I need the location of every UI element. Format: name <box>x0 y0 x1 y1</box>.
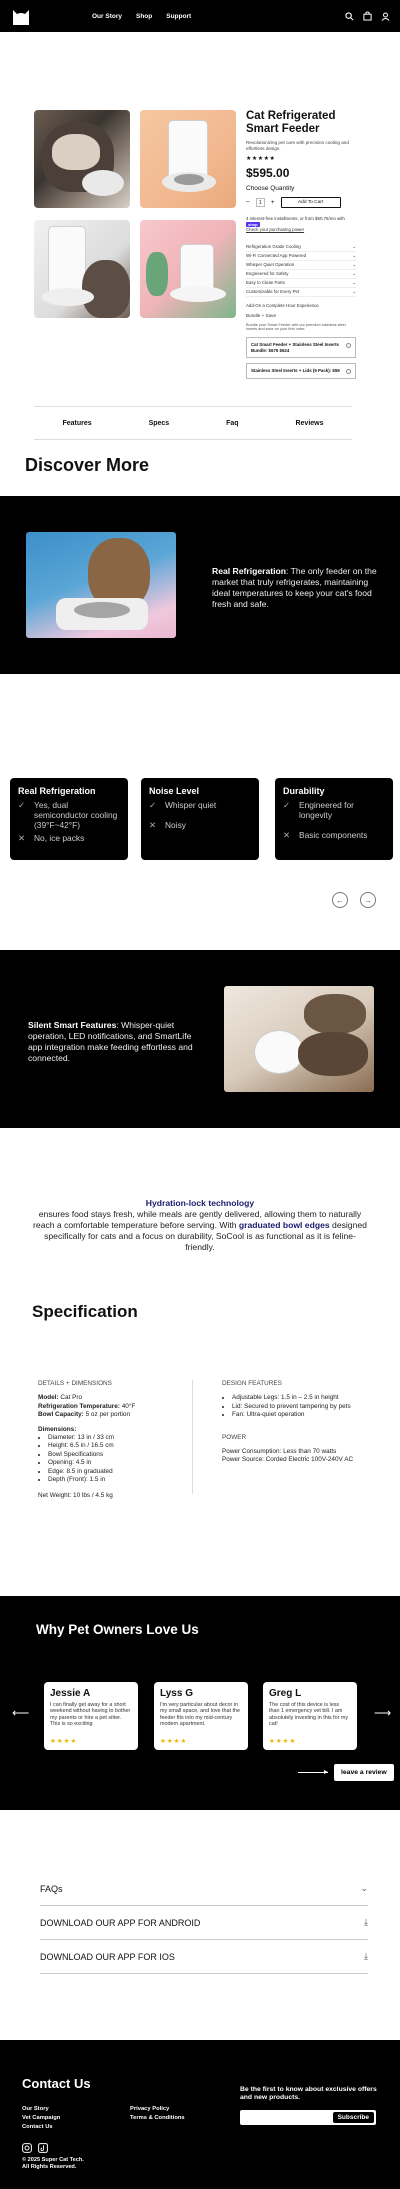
specification-heading: Specification <box>32 1302 138 1321</box>
refrigeration-title: Real Refrigeration <box>212 566 287 576</box>
spec-label: Dimensions: <box>38 1425 77 1433</box>
radio-icon[interactable] <box>346 343 351 348</box>
review-card <box>263 1682 357 1750</box>
installments-text: 4 interest-free installments, or from $50.75/mo with <box>246 216 345 221</box>
quantity-minus-button[interactable]: − <box>246 199 250 206</box>
chevron-down-icon: ⌄ <box>352 252 356 258</box>
spec-details-column <box>38 1380 188 1501</box>
review-stars: ★★★★ <box>160 1738 188 1745</box>
x-icon: ✕ <box>149 820 157 830</box>
quantity-label: Choose Quantity <box>246 185 295 192</box>
spec-model <box>38 1394 188 1402</box>
spec-divider <box>192 1380 193 1494</box>
spec-power-heading: POWER <box>222 1433 247 1441</box>
spec-dimension-item: • Diameter: 13 in / 33 cm <box>48 1434 188 1442</box>
nav-shop[interactable]: Shop <box>135 12 153 20</box>
spec-label: Refrigeration Temperature: <box>38 1402 120 1410</box>
download-icon: ⤓ <box>364 1917 368 1927</box>
copyright: © 2025 Super Cat Tech. All Rights Reserved. <box>22 2157 84 2170</box>
silent-features-description: : Whisper-quiet operation, LED notifications, and SmartLife app integration make feeding effortless and connected. <box>28 1020 193 1063</box>
spec-net-weight: Net Weight: 10 lbs / 4.5 kg <box>38 1492 113 1500</box>
spec-value: 5 oz per portion <box>85 1411 131 1419</box>
spec-dimension-item: • Bowl Specifications <box>48 1451 188 1459</box>
discover-more-heading: Discover More <box>25 455 150 475</box>
chevron-down-icon: ⌄ <box>352 261 356 267</box>
refrigeration-section <box>0 496 400 674</box>
reviewer-name: Greg L <box>269 1688 302 1699</box>
feature-accordion <box>246 243 356 297</box>
contact-heading: Contact Us <box>22 2076 91 2091</box>
product-section <box>0 32 400 402</box>
refrigeration-description: : The only feeder on the market that truly refrigerates, maintaining ideal temperatures to keep your cat's food fresh and safe. <box>212 566 377 609</box>
bundle-option-1[interactable] <box>246 337 356 358</box>
tab-specs[interactable]: Specs <box>148 419 170 427</box>
x-icon: ✕ <box>18 833 26 843</box>
download-ios-label: DOWNLOAD OUR APP FOR IOS <box>40 1951 175 1962</box>
download-android-row[interactable] <box>40 1906 368 1940</box>
check-eligibility-link[interactable]: Check your purchasing power <box>246 227 305 232</box>
card-title: Noise Level <box>149 786 200 796</box>
spec-dimension-list <box>38 1434 188 1484</box>
user-icon[interactable] <box>381 12 390 21</box>
chevron-down-icon: ⌄ <box>352 270 356 276</box>
spec-dimension-item: • Edge: 8.5 in graduated <box>48 1468 188 1476</box>
bundle-label: Bundle + Save <box>246 312 277 318</box>
compare-card <box>10 778 128 860</box>
newsletter-text: Be the first to know about exclusive offers and new products. <box>240 2086 377 2101</box>
spec-dimension-item: • Opening: 4.5 in <box>48 1459 188 1467</box>
reviewer-name: Jessie A <box>50 1688 91 1699</box>
product-info <box>246 110 356 379</box>
reviewer-name: Lyss G <box>160 1688 193 1699</box>
feature-row[interactable] <box>246 279 356 288</box>
add-on-label: Add-On a Complete Hour Experience <box>246 302 319 308</box>
footer-link-privacy[interactable]: Privacy Policy <box>130 2106 170 2112</box>
card-item-text: No, ice packs <box>34 833 85 843</box>
feature-label: Refrigeration Grade Cooling <box>246 243 301 249</box>
rating-stars: ★★★★★ <box>246 156 276 162</box>
spec-value: 40°F <box>121 1402 136 1410</box>
bundle-option-label: Cat Smart Feeder + Stainless Steel Inserts Bundle: $675 $624 <box>251 342 339 353</box>
leave-review-row <box>298 1764 394 1781</box>
quantity-row <box>246 197 356 208</box>
silent-features-title: Silent Smart Features <box>28 1020 117 1030</box>
feature-row[interactable] <box>246 243 356 252</box>
search-icon[interactable] <box>345 12 354 21</box>
card-item-text: Noisy <box>165 820 186 830</box>
gallery-image-feeder-orange[interactable] <box>140 110 236 208</box>
card-title: Real Refrigeration <box>18 786 96 796</box>
check-icon: ✓ <box>18 800 26 810</box>
gallery-image-cat-eating[interactable] <box>34 110 130 208</box>
bundle-option-2[interactable] <box>246 363 356 379</box>
check-icon: ✓ <box>283 800 291 810</box>
long-arrow-icon <box>298 1772 328 1773</box>
x-icon: ✕ <box>283 830 291 840</box>
arrow-right-icon[interactable]: → <box>360 892 376 908</box>
review-stars: ★★★★ <box>269 1738 297 1745</box>
bundle-option-label: Stainless Steel Inserts + Lids (6 Pack): $59 <box>251 368 340 374</box>
footer-link-contact[interactable]: Contact Us <box>22 2124 53 2130</box>
spec-bowl <box>38 1411 188 1419</box>
spec-label: Model: <box>38 1394 59 1402</box>
card-item-text: Basic components <box>299 830 368 840</box>
bag-icon[interactable] <box>363 11 372 21</box>
tab-reviews[interactable]: Reviews <box>295 419 324 427</box>
feature-row[interactable] <box>246 288 356 297</box>
quantity-plus-button[interactable]: + <box>270 199 275 206</box>
feature-label: Engineered for Safety <box>246 270 289 276</box>
spec-value: Cat Pro <box>60 1394 83 1402</box>
chevron-down-icon: ⌄ <box>360 1883 368 1893</box>
spec-power-consumption: Power Consumption: Less than 70 watts <box>222 1448 337 1456</box>
hydration-text-part1: ensures food stays fresh, while meals are gently delivered, allowing them to naturally reach a comfortable temperature before serving. With <box>33 1209 362 1230</box>
spec-design-item: • Adjustable Legs: 1.5 in – 2.5 in height <box>232 1394 372 1402</box>
download-android-label: DOWNLOAD OUR APP FOR ANDROID <box>40 1917 201 1928</box>
card-item <box>283 830 385 840</box>
top-navbar <box>0 0 400 32</box>
hydration-text <box>30 1198 370 1253</box>
tiktok-icon[interactable] <box>38 2140 48 2158</box>
card-item-text: Engineered for longevity <box>299 800 354 820</box>
compare-card <box>141 778 259 860</box>
spec-temperature <box>38 1403 188 1411</box>
download-icon: ⤓ <box>364 1951 368 1961</box>
product-subtitle: Revolutionizing pet care with precision cooling and effortless design. <box>246 140 349 151</box>
email-input[interactable] <box>240 2110 376 2125</box>
social-icons <box>22 2140 48 2158</box>
spec-dimension-item: • Height: 6.5 in / 16.5 cm <box>48 1442 188 1450</box>
feature-row[interactable] <box>246 261 356 270</box>
download-ios-row[interactable] <box>40 1940 368 1974</box>
chevron-down-icon: ⌄ <box>352 243 356 249</box>
feature-label: Customizable for Every Pet <box>246 288 300 294</box>
feature-label: Wi-Fi Connected App Powered <box>246 252 307 258</box>
cats-with-feeder-image <box>224 986 374 1092</box>
arrow-left-icon[interactable]: ⟵ <box>12 1706 30 1720</box>
faq-label: FAQs <box>40 1883 63 1894</box>
footer-link-vet-campaign[interactable]: Vet Campaign <box>22 2115 61 2121</box>
card-item-text: Yes, dual semiconductor cooling (39°F~42°F) <box>34 800 118 830</box>
add-to-cart-button[interactable]: Add To Cart <box>281 197 341 208</box>
product-price: $595.00 <box>246 166 290 180</box>
spec-design-item: • Lid: Secured to prevent tampering by pets <box>232 1403 372 1411</box>
comparison-cards <box>10 778 390 860</box>
check-icon: ✓ <box>149 800 157 810</box>
hydration-highlight: graduated bowl edges <box>238 1220 330 1230</box>
shop-pay-badge[interactable]: shop <box>248 221 258 227</box>
radio-icon[interactable] <box>346 369 351 374</box>
arrow-left-icon[interactable]: ← <box>332 892 348 908</box>
hydration-text-part2: designed specifically for cats and a focus on durability, SoCool is as functional as it is feline-friendly. <box>44 1220 367 1252</box>
subscribe-button[interactable]: Subscribe <box>333 2112 374 2123</box>
spec-design-column <box>222 1380 372 1465</box>
cat-feeder-image <box>26 532 176 638</box>
arrow-right-icon[interactable]: ⟶ <box>374 1706 392 1720</box>
review-card <box>154 1682 248 1750</box>
main-nav <box>92 0 191 32</box>
silent-features-section <box>0 950 400 1128</box>
silent-features-text <box>28 1020 198 1064</box>
spec-design-item: • Fan: Ultra-quiet operation <box>232 1411 372 1419</box>
feature-label: Easy to Clean Parts <box>246 279 285 285</box>
spec-design-list <box>222 1394 372 1419</box>
installments-info <box>246 216 356 233</box>
review-text: I'm very particular about decor in my small space, and love that the feeder fits into my mid-century modern apartment. <box>160 1702 241 1728</box>
tab-faq[interactable]: Faq <box>226 419 239 427</box>
chevron-down-icon: ⌄ <box>352 279 356 285</box>
card-item <box>283 800 385 820</box>
product-title: Cat Refrigerated Smart Feeder <box>246 110 336 135</box>
carousel-arrows <box>332 892 376 908</box>
reviews-section <box>0 1596 400 1810</box>
review-card <box>44 1682 138 1750</box>
feature-row[interactable] <box>246 252 356 261</box>
review-text: The cost of this device is less than 1 emergency vet bill. I am absolutely investing in this for my cat! <box>269 1702 349 1728</box>
gallery-image-feeder-pink[interactable] <box>140 220 236 318</box>
header-icons <box>345 0 390 32</box>
quantity-stepper <box>246 198 275 207</box>
card-item <box>149 820 251 830</box>
faq-row[interactable] <box>40 1872 368 1906</box>
compare-card <box>275 778 393 860</box>
review-text: I can finally get away for a short weekend without having to bother my parents or hire a pet sitter. This is so exciting <box>50 1702 131 1728</box>
footer-link-our-story[interactable]: Our Story <box>22 2106 49 2112</box>
gallery-image-feeder-white[interactable] <box>34 220 130 318</box>
card-item <box>18 833 120 843</box>
review-stars: ★★★★ <box>50 1738 78 1745</box>
leave-review-button[interactable]: leave a review <box>334 1764 394 1781</box>
nav-our-story[interactable]: Our Story <box>92 12 122 20</box>
product-tabs <box>34 406 352 440</box>
cat-logo-icon[interactable] <box>10 5 32 27</box>
refrigeration-text <box>212 566 384 610</box>
spec-power-source: Power Source: Corded Electric 100V-240V AC <box>222 1456 354 1464</box>
spec-dimensions <box>38 1426 188 1434</box>
tab-features[interactable]: Features <box>62 419 92 427</box>
card-title: Durability <box>283 786 325 796</box>
spec-design-heading: DESIGN FEATURES <box>222 1380 282 1387</box>
chevron-down-icon: ⌄ <box>352 288 356 294</box>
card-item <box>18 800 120 830</box>
spec-details-heading: DETAILS + DIMENSIONS <box>38 1380 112 1387</box>
feature-row[interactable] <box>246 270 356 279</box>
spec-label: Bowl Capacity: <box>38 1411 84 1419</box>
quantity-value[interactable]: 1 <box>256 198 265 207</box>
bundle-description: Bundle your Smart Feeder with our premium stainless steel inserts and save on your first order. <box>246 322 346 332</box>
feature-label: Whisper Quiet Operation <box>246 261 295 267</box>
footer <box>0 2040 400 2189</box>
footer-link-terms[interactable]: Terms & Conditions <box>130 2115 185 2121</box>
hydration-title: Hydration-lock technology <box>145 1198 255 1208</box>
card-item <box>149 800 251 810</box>
instagram-icon[interactable] <box>22 2140 32 2158</box>
spec-dimension-item: • Depth (Front): 1.5 in <box>48 1476 188 1484</box>
nav-support[interactable]: Support <box>166 12 192 20</box>
reviews-heading: Why Pet Owners Love Us <box>36 1622 199 1637</box>
card-item-text: Whisper quiet <box>165 800 217 810</box>
